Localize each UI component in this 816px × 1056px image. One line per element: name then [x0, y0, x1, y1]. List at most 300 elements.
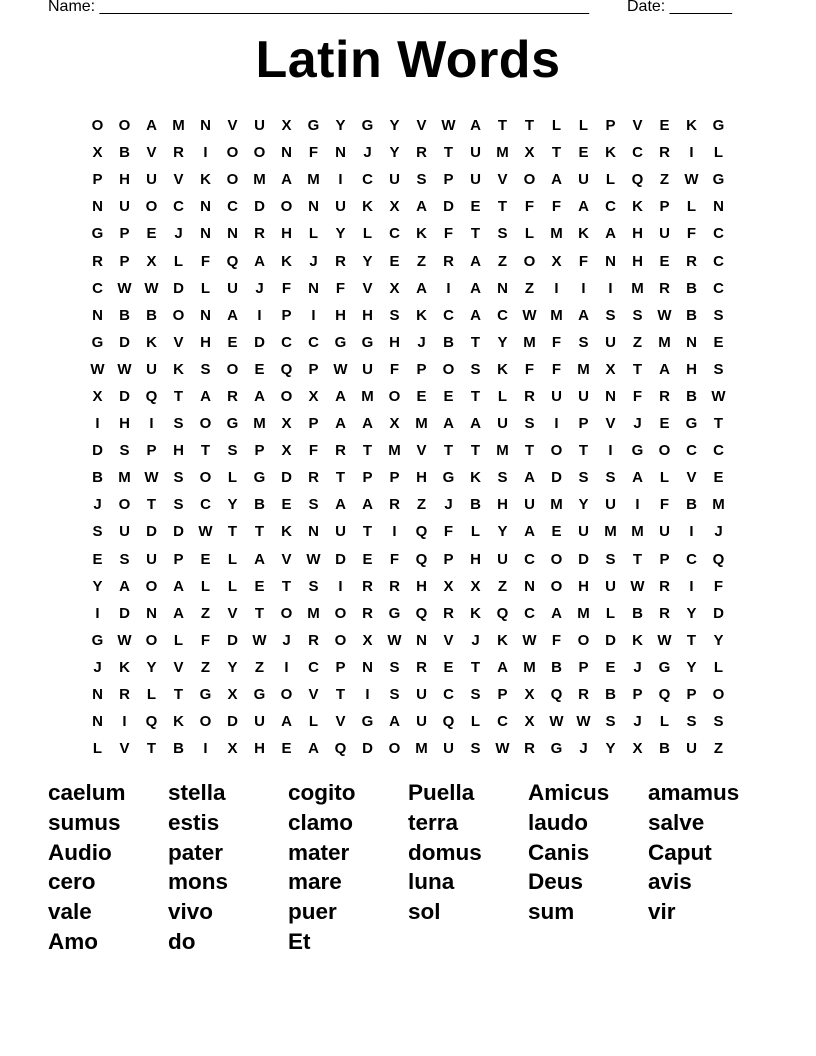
grid-letter: U	[146, 171, 157, 189]
grid-letter: J	[363, 144, 372, 162]
name-field-label: Name: _______________________________________________________	[48, 0, 589, 15]
grid-letter: F	[551, 360, 562, 378]
grid-letter: X	[389, 415, 400, 433]
grid-letter: Q	[145, 713, 158, 731]
grid-letter: V	[308, 686, 319, 704]
grid-row	[84, 410, 732, 437]
grid-letter: E	[362, 550, 373, 568]
word-bank-item: cogito	[288, 780, 356, 805]
grid-letter: A	[119, 577, 130, 595]
grid-letter: M	[415, 740, 428, 758]
grid-letter: O	[118, 117, 131, 135]
grid-row	[84, 220, 732, 247]
grid-letter: O	[442, 360, 455, 378]
grid-letter: J	[633, 415, 642, 433]
grid-letter: M	[604, 523, 617, 541]
grid-letter: U	[146, 550, 157, 568]
word-bank-item: sumus	[48, 809, 121, 835]
grid-letter: R	[524, 740, 535, 758]
grid-letter: X	[470, 577, 481, 595]
grid-letter: Z	[416, 252, 427, 270]
grid-letter: I	[95, 604, 100, 622]
grid-letter: L	[227, 469, 238, 487]
grid-letter: T	[470, 387, 481, 405]
word-bank-item: terra	[408, 809, 459, 835]
grid-letter: D	[551, 469, 562, 487]
grid-letter: F	[443, 225, 454, 243]
grid-row	[84, 383, 732, 410]
grid-letter: N	[713, 198, 724, 216]
grid-letter: P	[119, 252, 130, 270]
grid-row	[84, 437, 732, 464]
grid-letter: U	[254, 117, 265, 135]
grid-letter: H	[632, 225, 643, 243]
grid-letter: U	[470, 171, 481, 189]
grid-letter: S	[227, 442, 238, 460]
grid-letter: O	[172, 306, 185, 324]
grid-letter: U	[497, 415, 508, 433]
grid-letter: A	[470, 252, 481, 270]
grid-letter: P	[686, 686, 697, 704]
grid-letter: T	[254, 604, 265, 622]
grid-letter: S	[578, 333, 589, 351]
grid-letter: X	[281, 442, 292, 460]
grid-letter: L	[470, 713, 481, 731]
grid-letter: A	[470, 415, 481, 433]
word-bank-item: domus	[408, 839, 482, 865]
grid-letter: O	[199, 469, 212, 487]
grid-letter: G	[631, 442, 644, 460]
grid-letter: Z	[632, 333, 643, 351]
grid-letter: U	[389, 171, 400, 189]
grid-letter: P	[308, 415, 319, 433]
grid-letter: T	[281, 577, 292, 595]
grid-letter: S	[470, 740, 481, 758]
grid-letter: F	[335, 279, 346, 297]
grid-letter: L	[227, 550, 238, 568]
grid-letter: M	[550, 306, 563, 324]
grid-letter: D	[254, 198, 265, 216]
grid-letter: J	[579, 740, 588, 758]
grid-letter: L	[605, 171, 616, 189]
grid-letter: L	[659, 713, 670, 731]
grid-letter: R	[389, 496, 400, 514]
grid-letter: Q	[280, 360, 293, 378]
grid-letter: S	[713, 360, 724, 378]
grid-letter: T	[524, 442, 535, 460]
grid-letter: I	[689, 523, 694, 541]
grid-letter: Y	[92, 577, 103, 595]
grid-letter: C	[389, 225, 400, 243]
grid-letter: T	[335, 686, 346, 704]
grid-letter: M	[550, 496, 563, 514]
grid-row	[84, 356, 732, 383]
grid-letter: E	[470, 198, 481, 216]
grid-letter: H	[200, 333, 211, 351]
grid-letter: H	[335, 306, 346, 324]
grid-letter: S	[308, 577, 319, 595]
grid-letter: G	[226, 415, 239, 433]
grid-letter: S	[389, 686, 400, 704]
grid-letter: N	[497, 279, 508, 297]
grid-letter: S	[92, 523, 103, 541]
grid-letter: A	[659, 360, 670, 378]
grid-letter: Y	[686, 604, 697, 622]
grid-letter: N	[200, 225, 211, 243]
grid-letter: K	[173, 360, 184, 378]
grid-letter: N	[362, 658, 373, 676]
grid-letter: W	[252, 631, 267, 649]
grid-letter: K	[416, 225, 427, 243]
grid-letter: I	[446, 279, 451, 297]
grid-letter: A	[470, 306, 481, 324]
grid-letter: E	[713, 333, 724, 351]
grid-letter: I	[635, 496, 640, 514]
grid-letter: R	[578, 686, 589, 704]
grid-letter: W	[387, 631, 402, 649]
grid-letter: U	[119, 198, 130, 216]
word-bank-item: Amicus	[528, 780, 610, 805]
grid-row	[84, 193, 732, 220]
grid-letter: W	[684, 171, 699, 189]
grid-letter: N	[281, 144, 292, 162]
grid-letter: K	[362, 198, 373, 216]
grid-letter: W	[522, 306, 537, 324]
grid-letter: B	[92, 469, 103, 487]
grid-letter: W	[117, 631, 132, 649]
grid-letter: K	[632, 198, 643, 216]
grid-letter: U	[119, 523, 130, 541]
grid-letter: U	[497, 550, 508, 568]
grid-letter: O	[577, 631, 590, 649]
grid-row	[84, 518, 732, 545]
grid-letter: T	[173, 686, 184, 704]
grid-letter: W	[657, 306, 672, 324]
word-bank-item: mons	[168, 869, 229, 895]
grid-letter: Q	[658, 686, 671, 704]
grid-letter: U	[524, 496, 535, 514]
grid-letter: D	[605, 631, 616, 649]
grid-letter: S	[713, 713, 724, 731]
grid-letter: I	[554, 279, 559, 297]
grid-letter: A	[578, 306, 589, 324]
grid-letter: M	[658, 333, 671, 351]
grid-letter: L	[713, 144, 724, 162]
word-bank-item: luna	[408, 869, 455, 895]
grid-letter: N	[227, 225, 238, 243]
grid-letter: U	[443, 740, 454, 758]
grid-letter: X	[524, 713, 535, 731]
grid-letter: C	[605, 198, 616, 216]
word-bank-item: caelum	[48, 780, 126, 805]
grid-row	[84, 627, 732, 654]
grid-letter: M	[253, 171, 266, 189]
grid-letter: X	[281, 117, 292, 135]
grid-letter: N	[605, 252, 616, 270]
grid-letter: D	[119, 333, 130, 351]
grid-letter: V	[146, 144, 157, 162]
word-bank-item: Canis	[528, 839, 590, 865]
grid-letter: I	[365, 686, 370, 704]
grid-letter: T	[200, 442, 211, 460]
grid-letter: P	[389, 469, 400, 487]
grid-letter: V	[173, 333, 184, 351]
grid-letter: O	[226, 144, 239, 162]
grid-letter: X	[92, 387, 103, 405]
grid-letter: Q	[415, 604, 428, 622]
grid-letter: C	[713, 279, 724, 297]
grid-letter: S	[416, 171, 427, 189]
grid-letter: B	[173, 740, 184, 758]
grid-letter: F	[551, 198, 562, 216]
grid-letter: Q	[226, 252, 239, 270]
grid-letter: V	[416, 117, 427, 135]
grid-letter: S	[200, 360, 211, 378]
grid-letter: H	[497, 496, 508, 514]
grid-letter: M	[415, 415, 428, 433]
grid-letter: N	[335, 144, 346, 162]
grid-letter: V	[173, 171, 184, 189]
grid-letter: T	[551, 144, 562, 162]
grid-letter: S	[173, 415, 184, 433]
grid-letter: B	[605, 686, 616, 704]
word-bank-item: Audio	[48, 839, 112, 865]
grid-letter: S	[686, 713, 697, 731]
grid-letter: H	[686, 360, 697, 378]
grid-letter: I	[95, 415, 100, 433]
grid-letter: A	[497, 658, 508, 676]
grid-letter: K	[605, 144, 616, 162]
grid-letter: S	[524, 415, 535, 433]
grid-letter: P	[659, 198, 670, 216]
grid-letter: E	[200, 550, 211, 568]
grid-letter: W	[117, 279, 132, 297]
grid-letter: M	[388, 442, 401, 460]
grid-letter: Y	[389, 117, 400, 135]
grid-letter: I	[608, 279, 613, 297]
grid-letter: N	[92, 306, 103, 324]
grid-letter: Y	[146, 658, 157, 676]
grid-letter: W	[522, 631, 537, 649]
word-bank-item: Deus	[528, 869, 584, 895]
grid-letter: Y	[362, 252, 373, 270]
grid-letter: M	[118, 469, 131, 487]
grid-letter: O	[91, 117, 104, 135]
grid-letter: K	[470, 604, 481, 622]
grid-letter: R	[308, 469, 319, 487]
grid-letter: G	[253, 686, 266, 704]
grid-letter: E	[254, 577, 265, 595]
grid-letter: Q	[334, 740, 347, 758]
grid-letter: K	[416, 306, 427, 324]
grid-row	[84, 112, 732, 139]
word-bank-item: Puella	[408, 780, 475, 805]
grid-letter: O	[550, 577, 563, 595]
word-bank-item: clamo	[288, 809, 354, 835]
grid-letter: T	[497, 198, 508, 216]
grid-letter: L	[470, 523, 481, 541]
grid-letter: N	[200, 117, 211, 135]
word-bank-item: stella	[168, 780, 226, 805]
grid-letter: L	[551, 117, 562, 135]
grid-letter: G	[253, 469, 266, 487]
grid-letter: T	[443, 144, 454, 162]
grid-letter: R	[308, 631, 319, 649]
grid-letter: U	[254, 713, 265, 731]
grid-letter: R	[416, 144, 427, 162]
grid-letter: F	[308, 144, 319, 162]
grid-letter: X	[551, 252, 562, 270]
word-bank-item: vale	[48, 899, 92, 925]
grid-letter: W	[144, 469, 159, 487]
grid-letter: G	[91, 225, 104, 243]
grid-letter: T	[578, 442, 589, 460]
grid-letter: L	[362, 225, 373, 243]
grid-letter: V	[416, 442, 427, 460]
grid-letter: O	[523, 171, 536, 189]
grid-letter: E	[389, 252, 400, 270]
grid-letter: C	[92, 279, 103, 297]
grid-letter: F	[389, 550, 400, 568]
grid-letter: R	[659, 577, 670, 595]
grid-letter: O	[388, 740, 401, 758]
grid-letter: M	[253, 415, 266, 433]
grid-letter: N	[308, 523, 319, 541]
grid-letter: R	[524, 387, 535, 405]
grid-letter: D	[146, 523, 157, 541]
grid-letter: A	[524, 523, 535, 541]
grid-letter: E	[659, 415, 670, 433]
grid-letter: V	[443, 631, 454, 649]
grid-letter: W	[90, 360, 105, 378]
grid-letter: Y	[335, 117, 346, 135]
grid-letter: S	[497, 225, 508, 243]
grid-letter: A	[362, 496, 373, 514]
grid-letter: K	[146, 333, 157, 351]
grid-letter: A	[524, 469, 535, 487]
grid-letter: L	[308, 713, 319, 731]
grid-letter: E	[92, 550, 103, 568]
grid-letter: R	[362, 604, 373, 622]
grid-letter: N	[605, 387, 616, 405]
grid-letter: T	[497, 117, 508, 135]
word-bank-item: salve	[648, 809, 705, 835]
grid-letter: P	[605, 117, 616, 135]
grid-letter: E	[416, 387, 427, 405]
grid-letter: D	[227, 631, 238, 649]
grid-letter: T	[362, 523, 373, 541]
grid-row	[84, 735, 732, 762]
grid-letter: O	[145, 198, 158, 216]
grid-letter: C	[362, 171, 373, 189]
grid-letter: R	[686, 252, 697, 270]
grid-letter: H	[416, 469, 427, 487]
grid-letter: G	[91, 333, 104, 351]
grid-letter: L	[227, 577, 238, 595]
word-bank-item: do	[168, 928, 196, 954]
grid-letter: S	[470, 686, 481, 704]
grid-letter: H	[119, 171, 130, 189]
grid-letter: R	[659, 387, 670, 405]
grid-letter: U	[146, 360, 157, 378]
grid-letter: O	[226, 360, 239, 378]
grid-letter: K	[470, 469, 481, 487]
grid-letter: Q	[442, 713, 455, 731]
grid-letter: A	[551, 604, 562, 622]
grid-row	[84, 275, 732, 302]
grid-letter: T	[173, 387, 184, 405]
grid-letter: E	[254, 360, 265, 378]
grid-letter: A	[416, 198, 427, 216]
grid-letter: S	[470, 360, 481, 378]
grid-letter: D	[443, 198, 454, 216]
grid-letter: I	[284, 658, 289, 676]
grid-letter: C	[524, 604, 535, 622]
grid-letter: S	[389, 306, 400, 324]
grid-letter: C	[308, 658, 319, 676]
grid-letter: K	[686, 117, 697, 135]
grid-letter: A	[281, 713, 292, 731]
grid-letter: D	[335, 550, 346, 568]
grid-letter: L	[173, 252, 184, 270]
grid-letter: L	[578, 117, 589, 135]
grid-letter: B	[119, 144, 130, 162]
grid-letter: Y	[497, 333, 508, 351]
grid-letter: A	[173, 577, 184, 595]
grid-letter: M	[523, 658, 536, 676]
grid-letter: L	[173, 631, 184, 649]
grid-letter: O	[145, 631, 158, 649]
grid-row	[84, 166, 732, 193]
grid-letter: Q	[712, 550, 725, 568]
grid-letter: F	[686, 225, 697, 243]
grid-letter: G	[658, 658, 671, 676]
grid-letter: W	[630, 577, 645, 595]
grid-letter: A	[632, 469, 643, 487]
grid-letter: S	[119, 442, 130, 460]
grid-letter: L	[605, 604, 616, 622]
grid-letter: G	[388, 604, 401, 622]
grid-letter: F	[524, 198, 535, 216]
grid-letter: E	[578, 144, 589, 162]
grid-letter: T	[713, 415, 724, 433]
word-bank-item: sum	[528, 899, 575, 925]
grid-letter: D	[119, 387, 130, 405]
grid-letter: D	[119, 604, 130, 622]
grid-letter: A	[308, 740, 319, 758]
grid-letter: W	[711, 387, 726, 405]
grid-letter: J	[93, 496, 102, 514]
grid-letter: I	[689, 577, 694, 595]
grid-letter: D	[227, 713, 238, 731]
grid-letter: M	[496, 442, 509, 460]
grid-letter: L	[713, 658, 724, 676]
grid-letter: F	[551, 631, 562, 649]
grid-letter: K	[119, 658, 130, 676]
grid-letter: I	[203, 144, 208, 162]
grid-letter: L	[497, 387, 508, 405]
grid-letter: B	[659, 740, 670, 758]
grid-letter: G	[550, 740, 563, 758]
grid-letter: U	[578, 523, 589, 541]
grid-letter: Z	[416, 496, 427, 514]
grid-letter: C	[713, 225, 724, 243]
grid-letter: Q	[415, 523, 428, 541]
grid-letter: X	[92, 144, 103, 162]
grid-letter: L	[659, 469, 670, 487]
grid-letter: J	[633, 658, 642, 676]
grid-row	[84, 600, 732, 627]
